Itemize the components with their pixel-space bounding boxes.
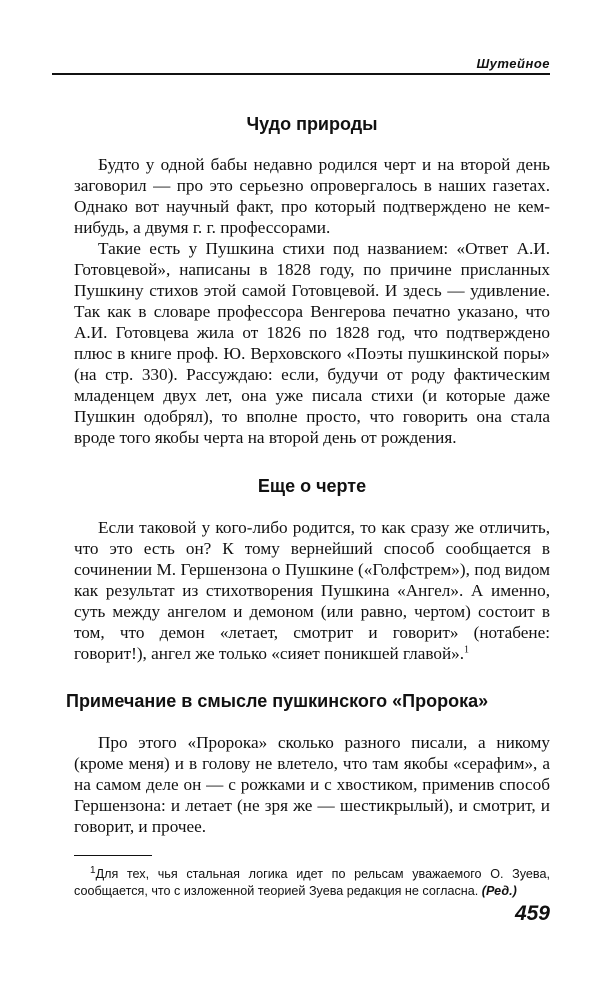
section-title: Примечание в смысле пушкинского «Пророка» bbox=[66, 691, 489, 711]
footnote bbox=[74, 866, 550, 900]
paragraph bbox=[74, 517, 550, 664]
paragraph-text: Если таковой у кого-либо родится, то как сразу же отличить, что это есть он? К тому вернейший способ сообщается в сочинении М. Гершензона о Пушкине («Голфстрем»), под видом как результат из стихотворения Пушкина «Ангел». А именно, суть между ангелом и демоном (или равно, чертом) состоит в том, что демон «летает, смотрит и говорит» (нотабене: говорит!), ангел же только «сияет поникшей главой». bbox=[74, 518, 550, 663]
section-title: Чудо природы bbox=[246, 114, 378, 134]
footnote-text: Для тех, чья стальная логика идет по рельсам уважаемого О. Зуева, сообщается, что с изложенной теорией Зуева редакция не согласна. bbox=[74, 867, 550, 898]
section-more-about-devil bbox=[74, 476, 550, 664]
section-prophet-note bbox=[66, 691, 550, 837]
page-number: 459 bbox=[514, 902, 550, 925]
footnote-reference[interactable]: 1 bbox=[464, 644, 470, 656]
footnote-divider bbox=[74, 855, 152, 856]
footnote-marker: 1 bbox=[90, 864, 96, 876]
paragraph: Такие есть у Пушкина стихи под названием: «Ответ А.И. Готовцевой», написаны в 1828 году, по причине присланных Пушкину стихов этой самой Готовцевой. И здесь — удивление. Так как в словаре профессора Венгерова печатно указано, что А.И. Готовцева жила от 1826 по 1828 год, что подтверждено плюс в книге проф. Ю. Верховского «Поэты пушкинской поры» (на стр. 330). Рассуждаю: если, будучи от роду фактическим младенцем двух лет, она уже писала стихи (и которые даже Пушкин одобрял), то вполне просто, что говорить она стала вроде того якобы черта на второй день от рождения. bbox=[74, 239, 550, 447]
footnote-attribution: (Ред.) bbox=[481, 884, 517, 898]
paragraph: Про этого «Пророка» сколько разного писали, а никому (кроме меня) и в голову не влетело, что там якобы «серафим», а на самом деле он — с рожками и с хвостиком, применив способ Гершензона: и летает (не зря же — шестикрылый), и смотрит, и говорит, и прочее. bbox=[74, 733, 550, 836]
section-title: Еще о черте bbox=[257, 476, 367, 496]
section-miracle-of-nature bbox=[74, 114, 550, 448]
paragraph: Будто у одной бабы недавно родился черт и на второй день заговорил — про это серьезно опровергалось в наших газетах. Однако вот научный факт, про который подтверждено не кем-нибудь, а двумя г. г. профессорами. bbox=[74, 155, 550, 237]
page-content bbox=[66, 108, 550, 900]
running-head: Шутейное bbox=[52, 56, 550, 75]
